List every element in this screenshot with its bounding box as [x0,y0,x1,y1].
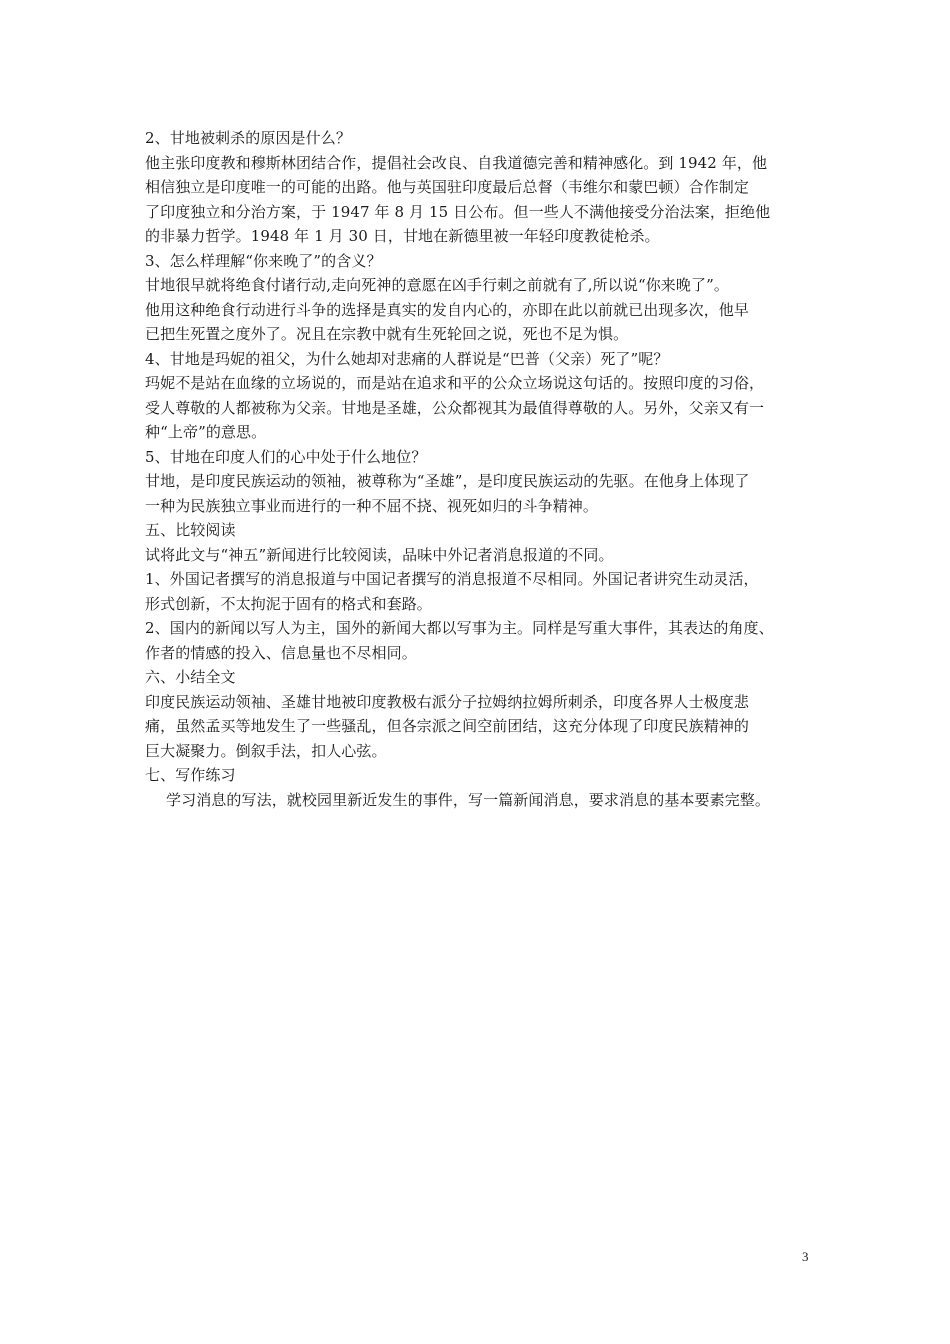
page-number: 3 [802,1249,809,1264]
question-5-heading: 5、甘地在印度人们的心中处于什么地位？ [145,447,427,466]
answer-5-line-2: 一种为民族独立事业而进行的一种不屈不挠、视死如归的斗争精神。 [145,496,599,515]
section-6-heading: 六、小结全文 [145,668,236,686]
summary-line-2: 痛，虽然孟买等地发生了一些骚乱，但各宗派之间空前团结，这充分体现了印度民族精神的 [145,717,750,735]
answer-4-line-2: 受人尊敬的人都被称为父亲。甘地是圣雄，公众都视其为最值得尊敬的人。另外，父亲又有一 [145,398,765,417]
answer-3-line-2: 他用这种绝食行动进行斗争的选择是真实的发自内心的，亦即在此以前就已出现多次，他早 [145,300,750,319]
summary-line-3: 巨大凝聚力。倒叙手法，扣人心弦。 [145,741,387,760]
question-2-heading: 2、甘地被刺杀的原因是什么？ [145,129,351,147]
section-5-intro: 试将此文与“神五”新闻进行比较阅读，品味中外记者消息报道的不同。 [145,545,614,564]
answer-2-line-4: 的非暴力哲学。1948 年 1 月 30 日，甘地在新德里被一年轻印度教徒枪杀。 [145,227,660,245]
document-body [145,126,835,812]
writing-exercise-text: 学习消息的写法，就校园里新近发生的事件，写一篇新闻消息，要求消息的基本要素完整。 [166,790,771,809]
answer-4-line-1: 玛妮不是站在血缘的立场说的，而是站在追求和平的公众立场说这句话的。按照印度的习俗， [145,374,765,392]
answer-2-line-2: 相信独立是印度唯一的可能的出路。他与英国驻印度最后总督（韦维尔和蒙巴顿）合作制定 [145,178,750,196]
section-5-heading: 五、比较阅读 [145,521,236,539]
comparison-1-line-2: 形式创新，不太拘泥于固有的格式和套路。 [145,594,432,613]
comparison-1-line-1: 1、外国记者撰写的消息报道与中国记者撰写的消息报道不尽相同。外国记者讲究生动灵活， [145,570,759,588]
comparison-2-line-2: 作者的情感的投入、信息量也不尽相同。 [145,643,417,662]
answer-3-line-3: 已把生死置之度外了。况且在宗教中就有生死轮回之说，死也不足为惧。 [145,325,629,343]
summary-line-1: 印度民族运动领袖、圣雄甘地被印度教极右派分子拉姆纳拉姆所刺杀，印度各界人士极度悲 [145,692,750,711]
answer-2-line-1: 他主张印度教和穆斯林团结合作，提倡社会改良、自我道德完善和精神感化。到 1942 年，他 [145,153,768,172]
question-3-heading: 3、怎么样理解“你来晚了”的含义？ [145,251,382,270]
answer-2-line-3: 了印度独立和分治方案，于 1947 年 8 月 15 日公布。但一些人不满他接受分治法案，拒绝他 [145,202,771,221]
answer-3-line-1: 甘地很早就将绝食付诸行动,走向死神的意愿在凶手行刺之前就有了,所以说“你来晚了”。 [145,276,729,294]
question-4-heading: 4、甘地是玛妮的祖父，为什么她却对悲痛的人群说是“巴普（父亲）死了”呢？ [145,349,669,368]
answer-5-line-1: 甘地，是印度民族运动的领袖，被尊称为“圣雄”，是印度民族运动的先驱。在他身上体现了 [145,472,750,490]
answer-4-line-3: 种“上帝”的意思。 [145,423,267,441]
section-7-heading: 七、写作练习 [145,766,236,784]
comparison-2-line-1: 2、国内的新闻以写人为主，国外的新闻大都以写事为主。同样是写重大事件，其表达的角度、 [145,619,774,637]
